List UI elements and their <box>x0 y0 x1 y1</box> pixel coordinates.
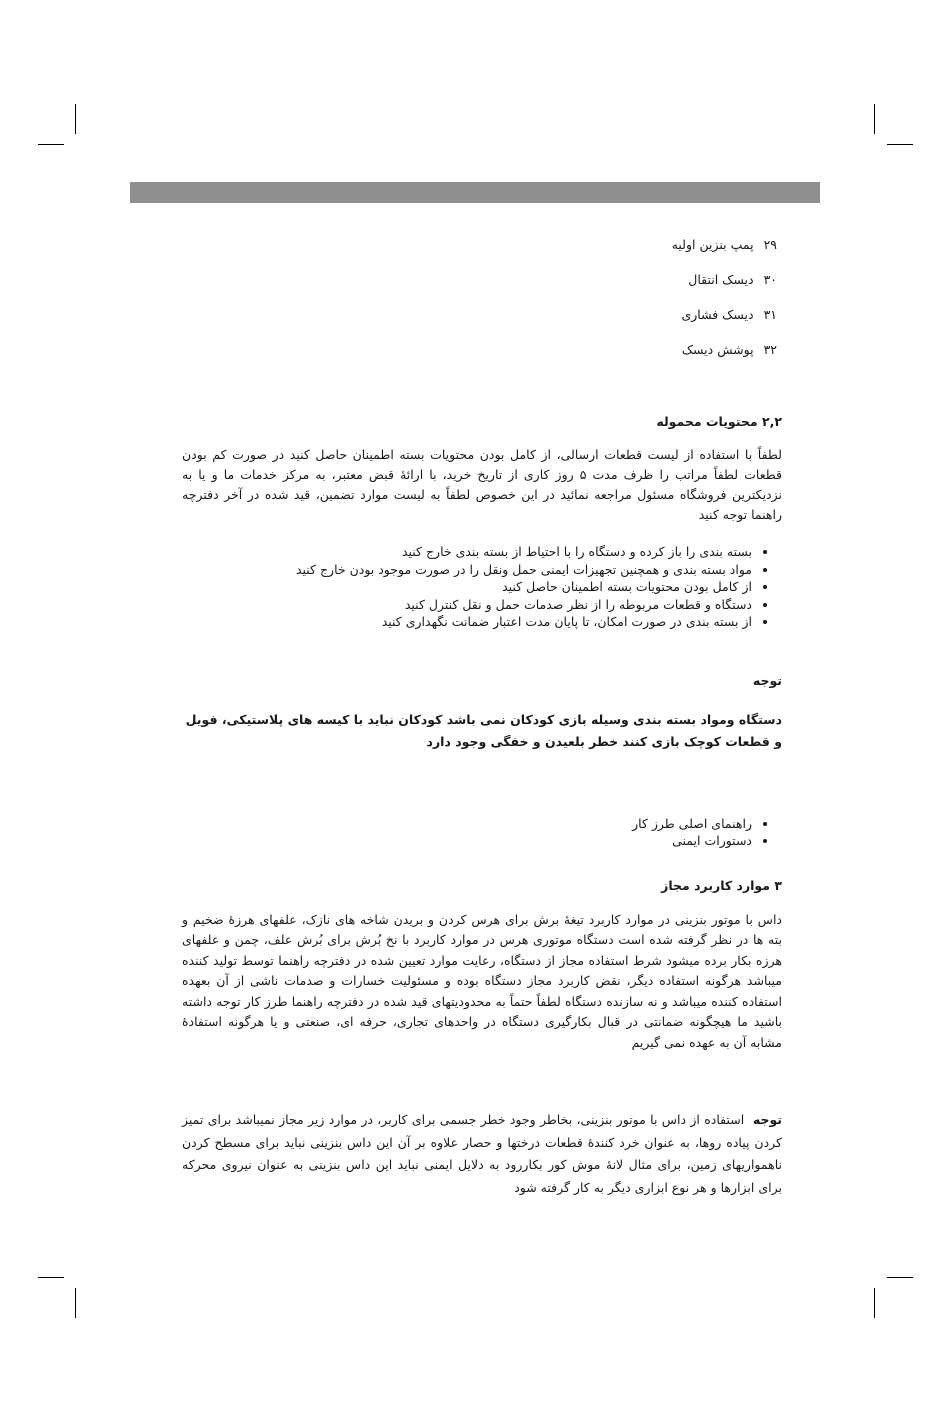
page-content <box>182 232 782 1199</box>
documents-list <box>182 815 782 850</box>
crop-mark <box>887 1277 913 1278</box>
part-label: دیسک فشاری <box>681 307 754 322</box>
crop-mark <box>75 104 76 134</box>
warning-paragraph <box>182 1109 782 1199</box>
list-item: • راهنمای اصلی طرز کار <box>182 815 752 833</box>
list-item: • از کامل بودن محتویات بسته اطمینان حاصل کنید <box>182 578 752 596</box>
section-title-note: توجه <box>752 672 782 688</box>
child-safety-note: دستگاه ومواد بسته بندی وسیله بازی کودکان نمی باشد کودکان نباید با کیسه های پلاستیکی، فویل و قطعات کوچک بازی کنند خطر بلعیدن و خفگی وجود دارد <box>185 711 782 749</box>
list-item: • مواد بسته بندی و همچنین تجهیزات ایمنی حمل ونقل را در صورت موجود بودن خارج کنید <box>182 561 752 579</box>
section-title-contents: ۲,۲ محتویات محموله <box>656 414 782 429</box>
list-item <box>182 232 777 267</box>
list-item: • دستورات ایمنی <box>182 832 752 850</box>
part-number: ۲۹ <box>763 237 777 252</box>
part-label: دیسک انتقال <box>688 272 754 287</box>
crop-mark <box>38 144 64 145</box>
part-number: ۳۱ <box>763 307 777 322</box>
warning-label: توجه <box>752 1112 782 1127</box>
list-item: • دستگاه و قطعات مربوطه را از نظر صدمات حمل و نقل کنترل کنید <box>182 596 752 614</box>
warning-text: استفاده از داس با موتور بنزینی، بخاطر وجود خطر جسمی برای کاربر، در موارد زیر مجاز نمیباشد برای تمیز کردن پیاده روها، به عنوان خرد کنندهٔ قطعات درختها و حصار علاوه بر آن این داس بنزینی نباید برای مسطح کردن ناهمواریهای زمین، برای مثال لانهٔ موش کور بکاررود به دلایل ایمنی نباید این داس بنزینی به عنوان نیروی محرکه برای ابزارها و هر نوع ابزاری دیگر به کار گرفته شود <box>182 1112 782 1195</box>
intended-use-paragraph: داس با موتور بنزینی در موارد کاربرد تیغهٔ برش برای هرس کردن و بریدن شاخه های نازک، علفهای هرزهٔ ضخیم و بته ها در نظر گرفته شده است دستگاه موتوری هرس در موارد کاربرد با نخ بُرش برای بُرش علف، چمن و علفهای هرزه بکار برده میشود شرط استفاده مجاز از دستگاه، رعایت موارد تعیین شده در دفترچه راهنما توسط تولید کننده میباشد هرگونه استفاده دیگر، نقض کاربرد مجاز دستگاه بوده و مسئولیت خسارات و صدمات ناشی از آن بعهده استفاده کننده میباشد و نه سازنده دستگاه لطفاً حتماً به محدودیتهای قید شده در دفترچه راهنما طرز کار توجه داشته باشید ما هیچگونه ضمانتی در قبال بکارگیری دستگاه در واحدهای تجاری، حرفه ای، صنعتی و یا هرگونه استفادهٔ مشابه آن به عهده نمی گیریم <box>182 911 782 1050</box>
list-item: • بسته بندی را باز کرده و دستگاه را با احتیاط از بسته بندی خارج کنید <box>182 543 752 561</box>
part-number: ۳۰ <box>763 272 777 287</box>
part-label: پمپ بنزین اولیه <box>671 237 754 252</box>
unpacking-steps-list <box>182 543 782 631</box>
list-item: • از بسته بندی در صورت امکان، تا پایان مدت اعتبار ضمانت نگهداری کنید <box>182 613 752 631</box>
crop-mark <box>887 144 913 145</box>
part-number: ۳۲ <box>763 342 777 357</box>
parts-list <box>182 232 782 372</box>
crop-mark <box>38 1277 64 1278</box>
part-label: پوشش دیسک <box>681 342 754 357</box>
list-item <box>182 302 777 337</box>
crop-mark <box>874 1288 875 1318</box>
section-title-intended-use: ۳ موارد کاربرد مجاز <box>661 877 782 893</box>
list-item <box>182 267 777 302</box>
header-bar <box>130 182 820 203</box>
contents-paragraph: لطفاً با استفاده از لیست قطعات ارسالی، از کامل بودن محتویات بسته اطمینان حاصل کنید در صورت کم بودن قطعات لطفاً مراتب را ظرف مدت ۵ روز کاری از تاریخ خرید، با ارائهٔ قبض معتبر، به مرکز خدمات ما و یا به نزدیکترین فروشگاه مسئول مراجعه نمائید در این خصوص لطفاً به لیست موارد تضمین، قید شده در آخر دفترچه راهنما توجه کنید <box>182 447 782 522</box>
crop-mark <box>874 104 875 134</box>
crop-mark <box>75 1288 76 1318</box>
list-item <box>182 337 777 372</box>
